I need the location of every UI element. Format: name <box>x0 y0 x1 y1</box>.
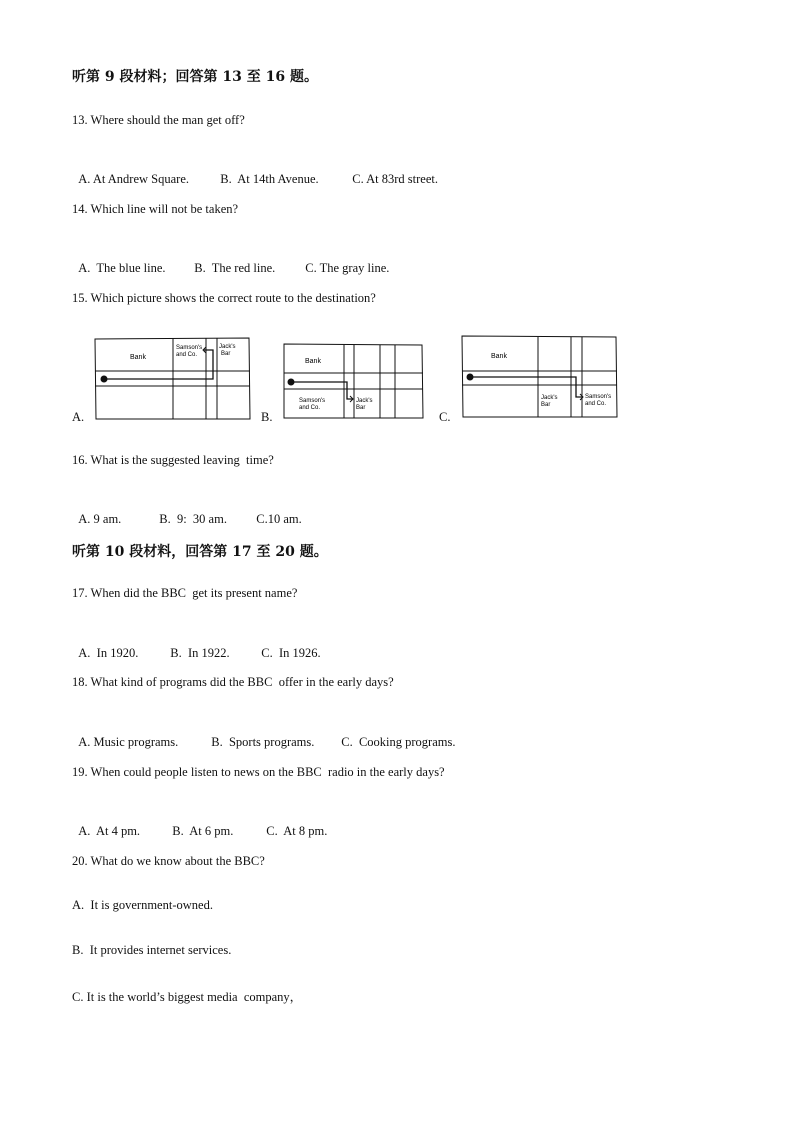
option-c: C. The gray line. <box>305 261 390 275</box>
question-18: 18. What kind of programs did the BBC offer in the early days? <box>72 675 394 689</box>
question-14: 14. Which line will not be taken? <box>72 202 239 216</box>
options-19 <box>72 809 327 839</box>
samsons-label-2: and Co. <box>176 352 198 358</box>
options-17 <box>72 631 321 661</box>
option-b: B. Sports programs. <box>211 735 315 749</box>
samsons-label-2: and Co. <box>299 405 321 411</box>
option-c: C. Cooking programs. <box>341 735 456 749</box>
options-16 <box>72 497 302 527</box>
picture-label-b: B. <box>261 410 273 424</box>
options-13 <box>72 157 438 187</box>
option-20-a: A. It is government-owned. <box>72 898 213 912</box>
question-16: 16. What is the suggested leaving time? <box>72 453 274 467</box>
map-picture-b <box>283 343 425 420</box>
bank-label: Bank <box>130 354 146 361</box>
jacks-label-2: Bar <box>221 351 231 357</box>
jacks-label-2: Bar <box>541 402 551 408</box>
option-b: B. In 1922. <box>170 646 230 660</box>
bank-label: Bank <box>305 358 321 365</box>
option-c: C. At 83rd street. <box>352 172 439 186</box>
option-c: C.10 am. <box>256 512 302 526</box>
samsons-label: Samson's <box>176 345 203 351</box>
option-b: B. At 14th Avenue. <box>220 172 319 186</box>
samsons-label: Samson's <box>299 398 326 404</box>
options-14 <box>72 246 389 276</box>
question-20: 20. What do we know about the BBC? <box>72 854 265 868</box>
jacks-label: Jack's <box>356 398 373 404</box>
option-20-b: B. It provides internet services. <box>72 943 232 957</box>
section-heading-10: 听第 10 段材料，回答第 17 至 20 题。 <box>72 544 328 560</box>
jacks-label: Jack's <box>219 344 236 350</box>
option-b: B. The red line. <box>194 261 276 275</box>
option-b: B. At 6 pm. <box>172 824 234 838</box>
map-picture-c <box>461 335 619 419</box>
option-20-c: C. It is the world’s biggest media company， <box>72 990 303 1004</box>
question-13: 13. Where should the man get off? <box>72 113 245 127</box>
question-19: 19. When could people listen to news on the BBC radio in the early days? <box>72 765 445 779</box>
route-line <box>470 377 583 397</box>
picture-label-a: A. <box>72 410 85 424</box>
option-a: A. Music programs. <box>78 735 179 749</box>
option-a: A. The blue line. <box>78 261 166 275</box>
option-c: C. At 8 pm. <box>266 824 328 838</box>
question-15: 15. Which picture shows the correct route to the destination? <box>72 291 376 305</box>
samsons-label-2: and Co. <box>585 401 607 407</box>
bank-label: Bank <box>491 353 507 360</box>
jacks-label-2: Bar <box>356 405 366 411</box>
option-a: A. In 1920. <box>78 646 139 660</box>
option-b: B. 9: 30 am. <box>159 512 227 526</box>
option-a: A. At 4 pm. <box>78 824 141 838</box>
map-picture-a <box>94 337 252 421</box>
option-a: A. At Andrew Square. <box>78 172 189 186</box>
jacks-label: Jack's <box>541 395 558 401</box>
picture-label-c: C. <box>439 410 451 424</box>
samsons-label: Samson's <box>585 394 612 400</box>
option-a: A. 9 am. <box>78 512 122 526</box>
question-17: 17. When did the BBC get its present name? <box>72 586 298 600</box>
option-c: C. In 1926. <box>261 646 321 660</box>
section-heading-9: 听第 9 段材料；回答第 13 至 16 题。 <box>72 69 318 85</box>
options-18 <box>72 720 455 750</box>
